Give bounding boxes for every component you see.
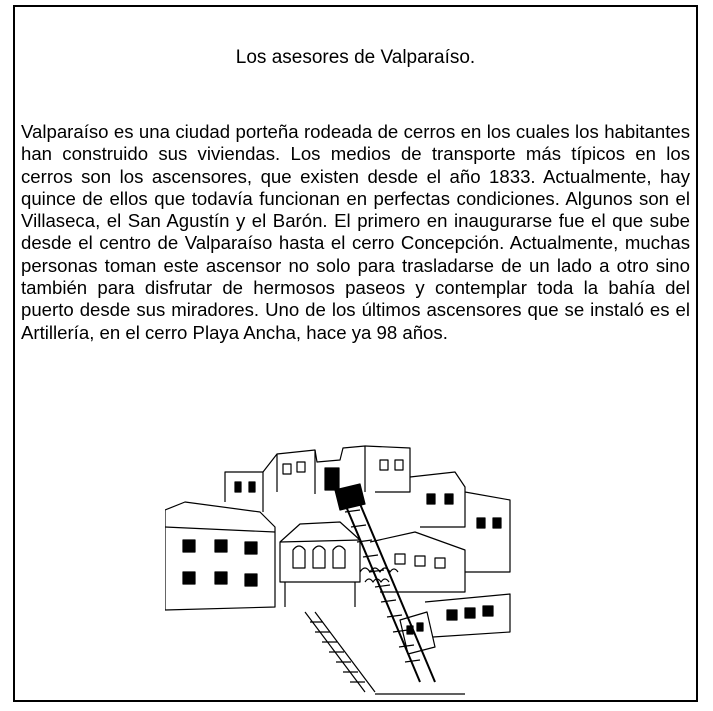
document-body-paragraph: Valparaíso es una ciudad porteña rodeada de cerros en los cuales los habitantes han construido sus viviendas. Los medios de transporte más típicos en los cerros son los ascensores, que existen desde el año 1833. Actualmente, hay quince de ellos que todavía funcionan en perfectas condiciones. Algunos son el Villaseca, el San Agustín y el Barón. El primero en inaugurarse fue el que sube desde el centro de Valparaíso hasta el cerro Concepción. Actualmente, muchas personas toman este ascensor no solo para trasladarse de un lado a otro sino también para disfrutar de hermosos paseos y contemplar toda la bahía del puerto desde sus miradores. Uno de los últimos ascensores que se instaló es el Artillería, en el cerro Playa Ancha, hace ya 98 años. (21, 121, 690, 343)
document-title: Los asesores de Valparaíso. (235, 47, 476, 68)
document-frame (13, 5, 698, 702)
valparaiso-funicular-sketch-icon (165, 432, 515, 696)
